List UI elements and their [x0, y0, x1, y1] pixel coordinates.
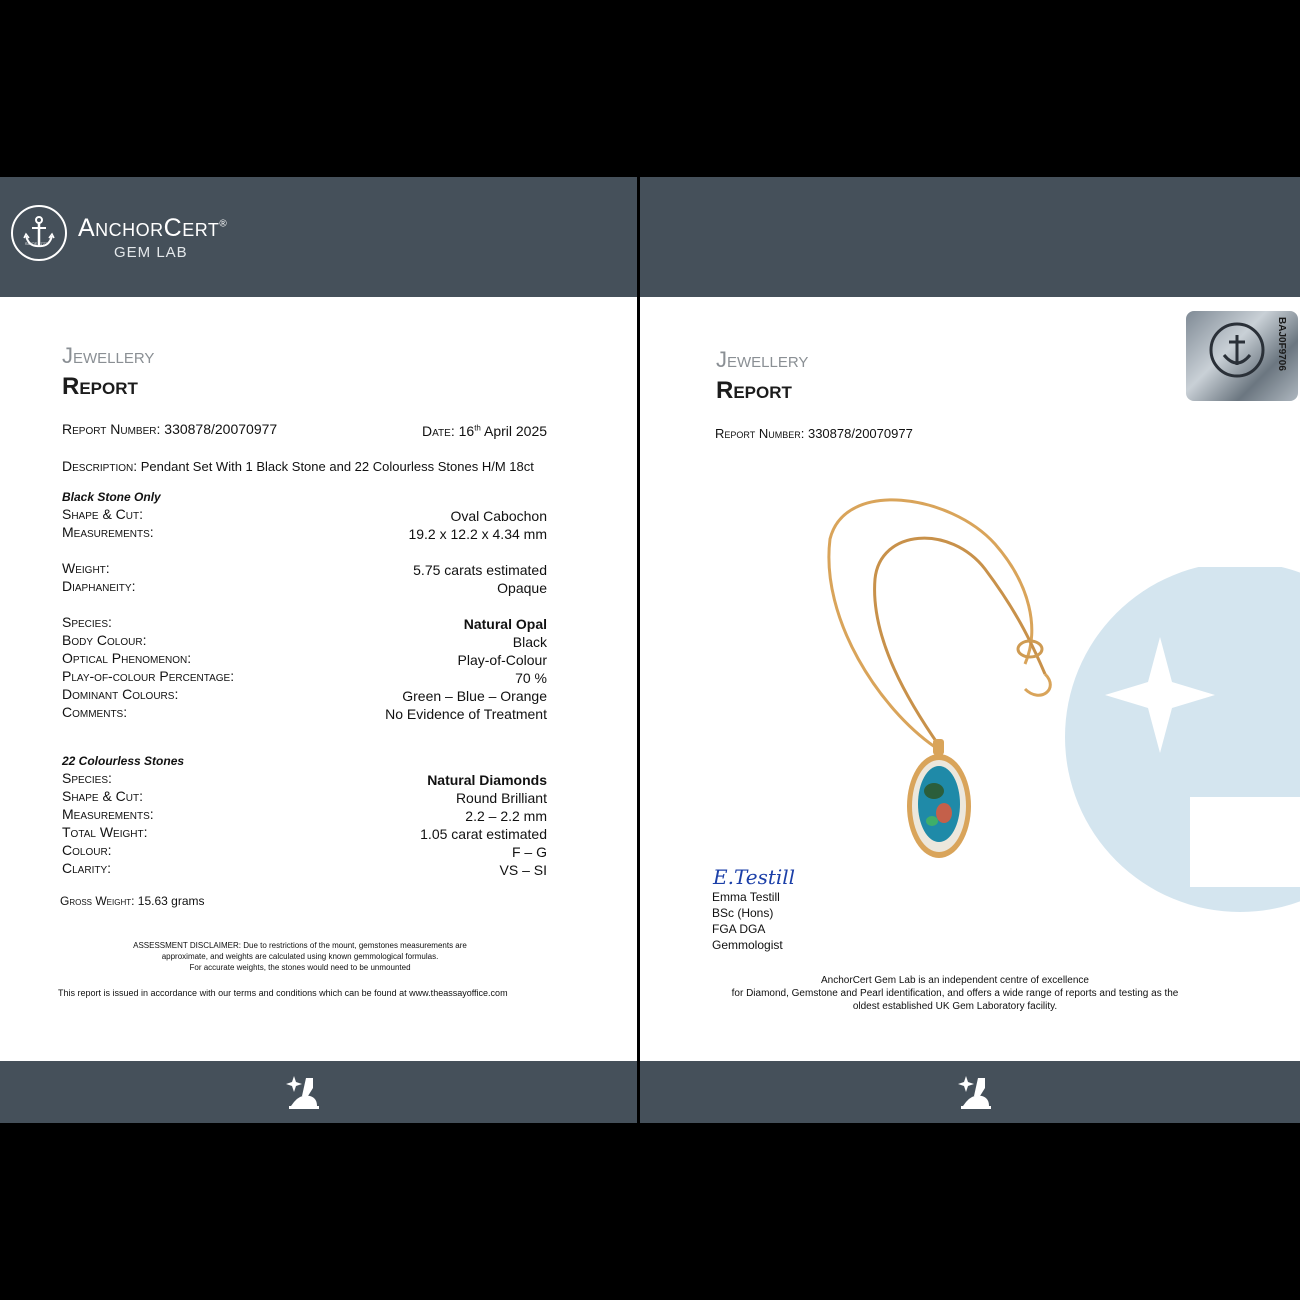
brand-sub: GEM LAB	[114, 244, 188, 261]
title-jewellery: Jewellery	[716, 347, 809, 372]
row-label: Total Weight:	[62, 824, 148, 840]
description: Description: Pendant Set With 1 Black Stone and 22 Colourless Stones H/M 18ct	[62, 458, 534, 474]
security-hologram	[1186, 311, 1298, 401]
row-value: Green – Blue – Orange	[402, 688, 547, 704]
pendant-necklace-image	[800, 489, 1080, 869]
row-value: Opaque	[497, 580, 547, 596]
microscope-icon	[958, 1074, 994, 1110]
anchor-logo-icon	[11, 205, 67, 261]
row-value: Natural Diamonds	[427, 772, 547, 788]
row-label: Weight:	[62, 560, 110, 576]
row-label: Dominant Colours:	[62, 686, 179, 702]
colourless-heading: 22 Colourless Stones	[62, 754, 185, 768]
terms-note: This report is issued in accordance with our terms and conditions which can be found at www.theassayoffice.com	[58, 988, 508, 998]
report-date: Date: 16th April 2025	[422, 423, 548, 439]
row-value: Oval Cabochon	[450, 508, 547, 524]
right-report-page	[640, 177, 1300, 1123]
assessment-disclaimer: ASSESSMENT DISCLAIMER: Due to restrictions of the mount, gemstones measurements are approximate, and weights are calculated using known gemmological formulas. For accurate weights, the stones would need to be unmounted	[133, 941, 467, 972]
signer-block: Emma Testill BSc (Hons) FGA DGA Gemmologist	[712, 890, 783, 952]
row-label: Clarity:	[62, 860, 112, 876]
brand-name: AnchorCert®	[78, 214, 228, 242]
row-value: Round Brilliant	[455, 790, 547, 806]
gross-weight: Gross Weight: 15.63 grams	[60, 894, 205, 908]
row-value: 2.2 – 2.2 mm	[465, 808, 547, 824]
row-value: No Evidence of Treatment	[385, 706, 547, 722]
row-label: Optical Phenomenon:	[62, 650, 192, 666]
signature: E.Testill	[713, 865, 796, 889]
row-label: Diaphaneity:	[62, 578, 136, 594]
report-number: Report Number: 330878/20070977	[715, 426, 913, 441]
row-value: F – G	[511, 844, 547, 860]
row-label: Play-of-colour Percentage:	[62, 668, 235, 684]
row-value: VS – SI	[499, 862, 547, 878]
title-report: Report	[716, 377, 792, 404]
row-value: 70 %	[515, 670, 547, 686]
header-band	[640, 177, 1300, 297]
row-value: Black	[512, 634, 547, 650]
row-label: Measurements:	[62, 806, 154, 822]
row-label: Shape & Cut:	[62, 506, 144, 522]
row-value: 1.05 carat estimated	[420, 826, 547, 842]
footer-band	[640, 1061, 1300, 1123]
header-band	[0, 177, 637, 297]
title-report: Report	[62, 373, 138, 400]
microscope-icon	[286, 1074, 322, 1110]
black-stone-heading: Black Stone Only	[62, 490, 161, 504]
title-jewellery: Jewellery	[62, 343, 155, 368]
row-value: Play-of-Colour	[457, 652, 547, 668]
row-label: Shape & Cut:	[62, 788, 144, 804]
row-value: 5.75 carats estimated	[413, 562, 547, 578]
row-value: Natural Opal	[463, 616, 547, 632]
row-label: Species:	[62, 614, 112, 630]
anchor-hologram-icon	[1208, 321, 1266, 379]
footer-band	[0, 1061, 637, 1123]
row-label: Body Colour:	[62, 632, 147, 648]
report-number: Report Number: 330878/20070977	[62, 421, 278, 437]
left-report-page	[0, 177, 637, 1123]
hologram-code: BAJ0F9706	[1276, 317, 1287, 371]
row-value: 19.2 x 12.2 x 4.34 mm	[408, 526, 547, 542]
since-label: SINCE 1773	[25, 241, 48, 246]
lab-footer-note: AnchorCert Gem Lab is an independent centre of excellence for Diamond, Gemstone and Pearl identification, and offers a wide range of reports and testing as the oldest established UK Gem Laboratory facility.	[731, 975, 1179, 1012]
row-label: Species:	[62, 770, 112, 786]
row-label: Colour:	[62, 842, 112, 858]
row-label: Measurements:	[62, 524, 154, 540]
row-label: Comments:	[62, 704, 128, 720]
